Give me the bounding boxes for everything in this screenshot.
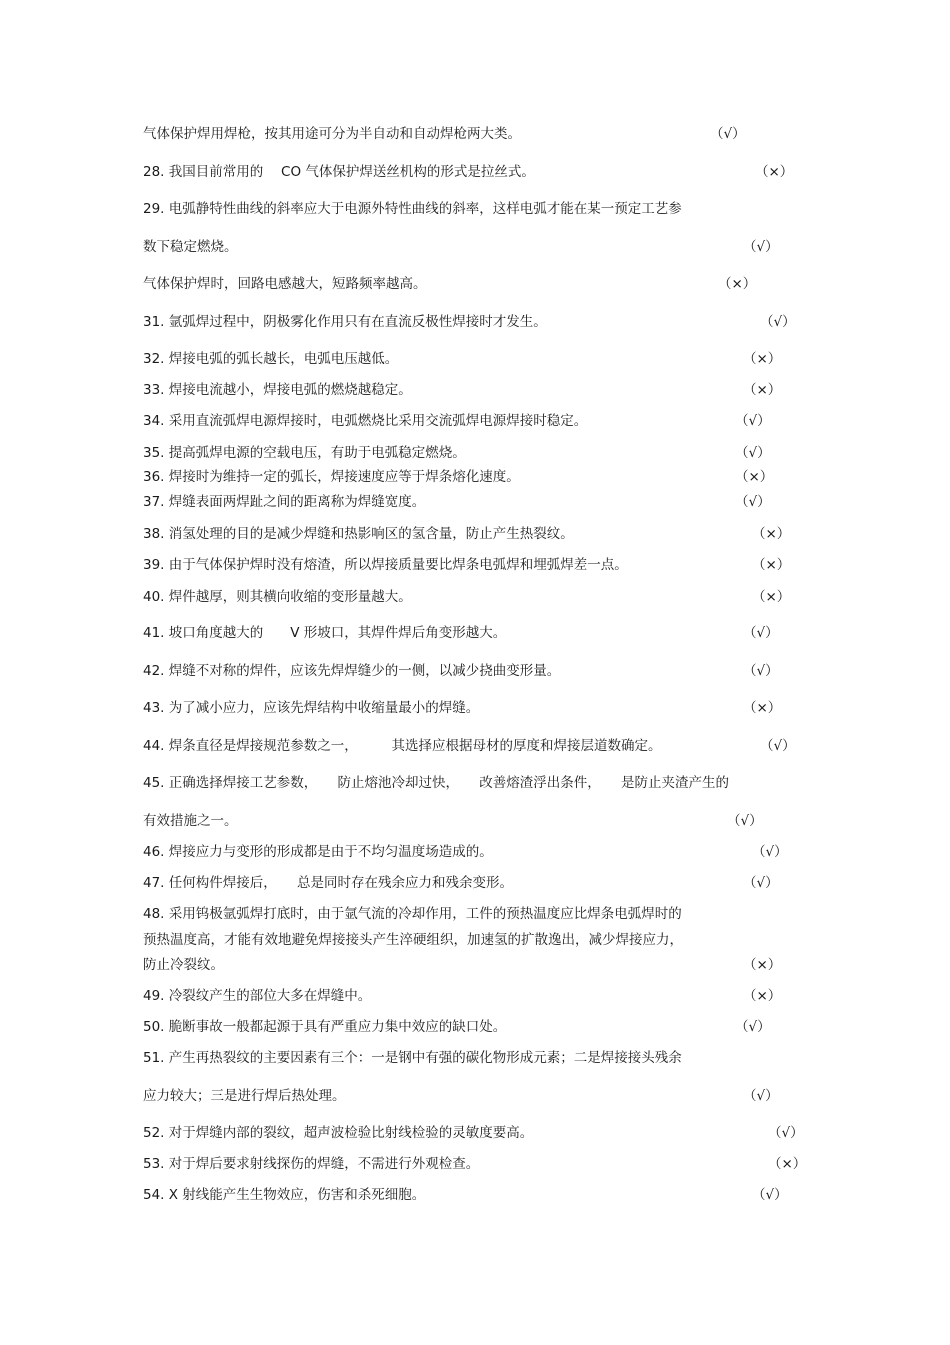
line-answer: （√） [743,663,779,679]
line-text: 预热温度高，才能有效地避免焊接接头产生淬硬组织，加速氢的扩散逸出，减少焊接应力， [143,932,683,948]
line-text: 51. 产生再热裂纹的主要因素有三个：一是钢中有强的碳化物形成元素；二是焊接接头残余 [143,1050,682,1066]
line-answer: （√） [752,844,788,860]
line-answer: （√） [760,314,796,330]
line-text: 37. 焊缝表面两焊趾之间的距离称为焊缝宽度。 [143,494,426,510]
line-answer: （√） [743,1088,779,1104]
line-text: 29. 电弧静特性曲线的斜率应大于电源外特性曲线的斜率，这样电弧才能在某一预定工艺参 [143,201,682,217]
line-text: 50. 脆断事故一般都起源于具有严重应力集中效应的缺口处。 [143,1019,507,1035]
line-answer: （×） [743,988,782,1004]
line-text: 41. 坡口角度越大的 V 形坡口，其焊件焊后角变形越大。 [143,625,507,641]
line-answer: （×） [752,557,791,573]
line-text: 气体保护焊时，回路电感越大，短路频率越高。 [143,276,427,292]
line-answer: （×） [743,957,782,973]
line-text: 48. 采用钨极氩弧焊打底时，由于氩气流的冷却作用，工件的预热温度应比焊条电弧焊时的 [143,906,682,922]
line-answer: （√） [735,1019,771,1035]
line-text: 有效措施之一。 [143,813,238,829]
line-text: 36. 焊接时为维持一定的弧长，焊接速度应等于焊条熔化速度。 [143,469,520,485]
line-answer: （×） [718,276,757,292]
line-answer: （×） [735,469,774,485]
line-answer: （√） [760,738,796,754]
line-answer: （√） [743,625,779,641]
line-text: 34. 采用直流弧焊电源焊接时，电弧燃烧比采用交流弧焊电源焊接时稳定。 [143,413,588,429]
line-text: 28. 我国目前常用的 CO 气体保护焊送丝机构的形式是拉丝式。 [143,164,535,180]
line-answer: （√） [752,1187,788,1203]
line-text: 31. 氩弧焊过程中，阴极雾化作用只有在直流反极性焊接时才发生。 [143,314,547,330]
line-answer: （√） [727,813,763,829]
line-text: 52. 对于焊缝内部的裂纹，超声波检验比射线检验的灵敏度要高。 [143,1125,534,1141]
line-text: 43. 为了减小应力，应该先焊结构中收缩量最小的焊缝。 [143,700,480,716]
line-answer: （×） [743,351,782,367]
line-text: 39. 由于气体保护焊时没有熔渣，所以焊接质量要比焊条电弧焊和埋弧焊差一点。 [143,557,628,573]
line-answer: （√） [735,494,771,510]
line-text: 45. 正确选择焊接工艺参数， 防止熔池冷却过快， 改善熔渣浮出条件， 是防止夹渣产生的 [143,775,730,791]
line-answer: （×） [743,382,782,398]
line-text: 38. 消氢处理的目的是减少焊缝和热影响区的氢含量，防止产生热裂纹。 [143,526,574,542]
line-text: 44. 焊条直径是焊接规范参数之一， 其选择应根据母材的厚度和焊接层道数确定。 [143,738,662,754]
line-text: 49. 冷裂纹产生的部位大多在焊缝中。 [143,988,372,1004]
line-answer: （√） [743,239,779,255]
line-text: 35. 提高弧焊电源的空载电压，有助于电弧稳定燃烧。 [143,445,466,461]
line-answer: （×） [755,164,794,180]
line-text: 46. 焊接应力与变形的形成都是由于不均匀温度场造成的。 [143,844,493,860]
line-answer: （√） [735,445,771,461]
line-text: 应力较大；三是进行焊后热处理。 [143,1088,346,1104]
line-text: 32. 焊接电弧的弧长越长，电弧电压越低。 [143,351,399,367]
line-text: 47. 任何构件焊接后， 总是同时存在残余应力和残余变形。 [143,875,514,891]
line-answer: （√） [735,413,771,429]
line-answer: （√） [710,126,746,142]
line-text: 40. 焊件越厚，则其横向收缩的变形量越大。 [143,589,412,605]
line-text: 数下稳定燃烧。 [143,239,238,255]
line-text: 气体保护焊用焊枪，按其用途可分为半自动和自动焊枪两大类。 [143,126,521,142]
line-text: 防止冷裂纹。 [143,957,224,973]
line-text: 42. 焊缝不对称的焊件，应该先焊焊缝少的一侧，以减少挠曲变形量。 [143,663,561,679]
line-answer: （√） [768,1125,804,1141]
line-answer: （×） [768,1156,807,1172]
line-text: 33. 焊接电流越小，焊接电弧的燃烧越稳定。 [143,382,412,398]
line-text: 53. 对于焊后要求射线探伤的焊缝，不需进行外观检查。 [143,1156,480,1172]
line-answer: （×） [743,700,782,716]
line-answer: （×） [752,589,791,605]
line-answer: （×） [752,526,791,542]
line-answer: （√） [743,875,779,891]
line-text: 54. X 射线能产生生物效应，伤害和杀死细胞。 [143,1187,426,1203]
